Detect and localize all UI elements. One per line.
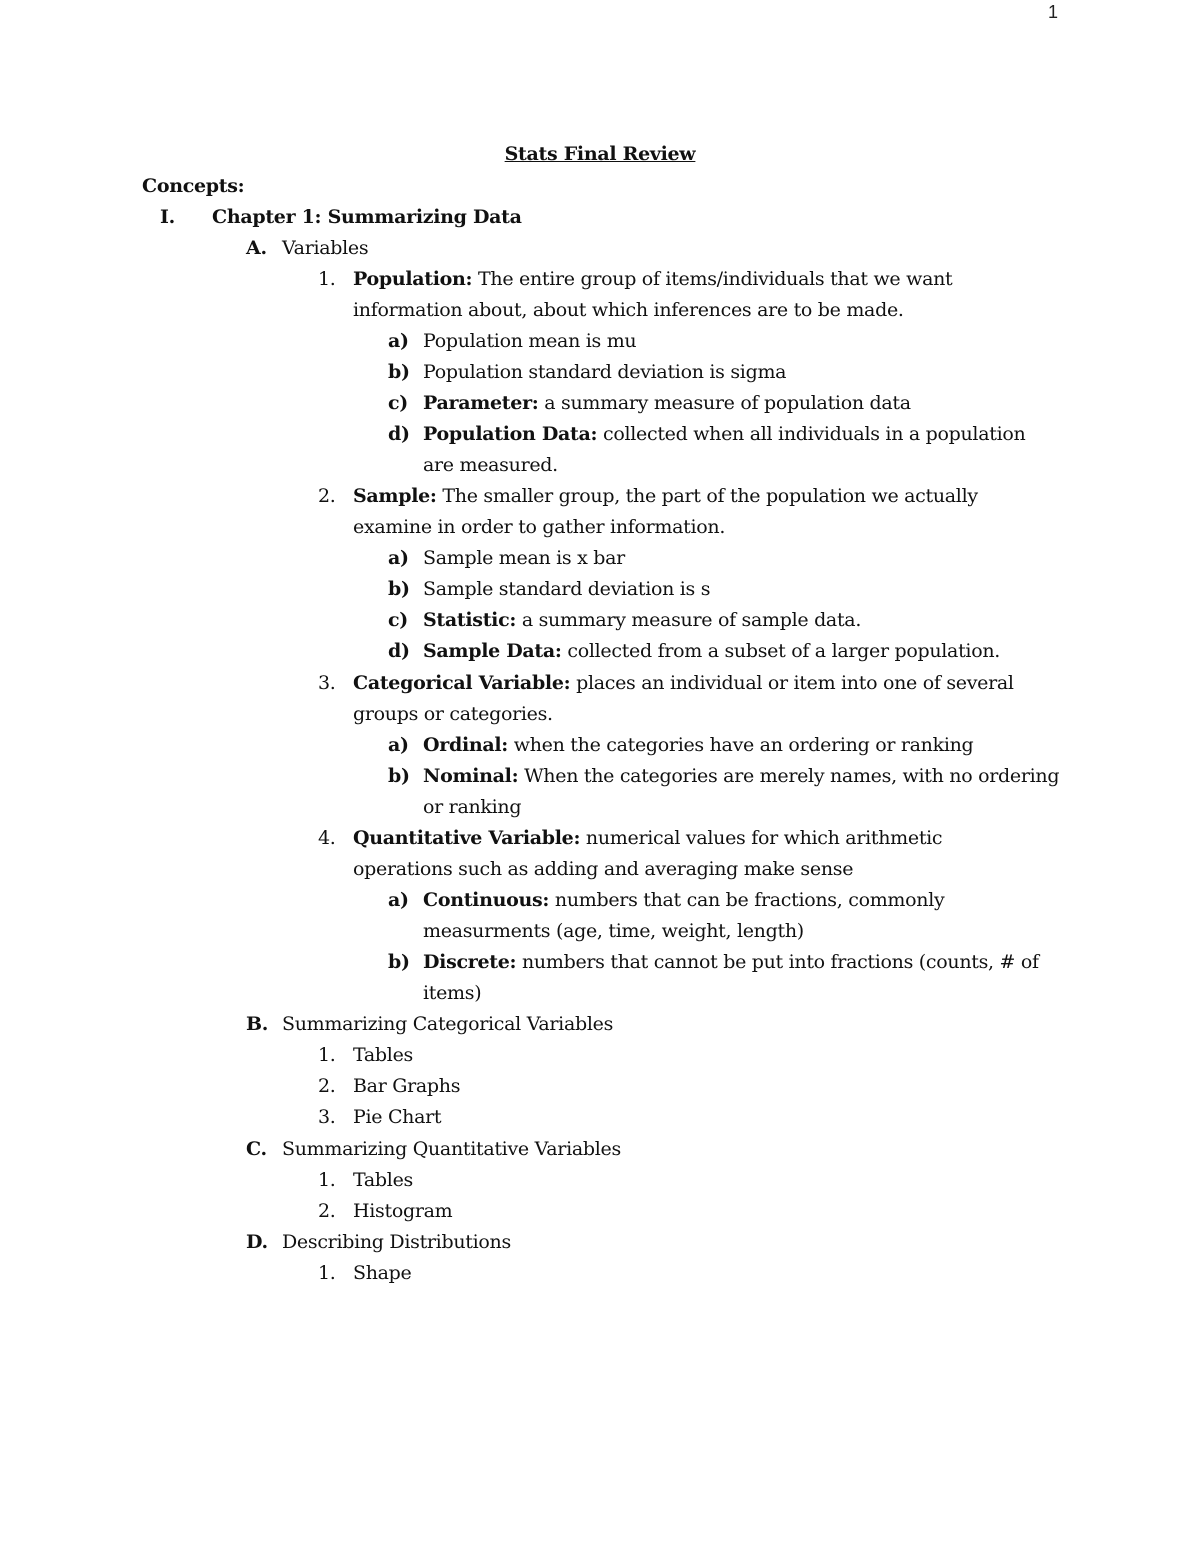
sample-mean: Sample mean is x bar bbox=[423, 547, 625, 569]
sample-data-definition: Sample Data: collected from a subset of a larger population. bbox=[423, 640, 1001, 662]
list-item-marker: 1. bbox=[318, 1044, 336, 1066]
list-item-marker: 1. bbox=[318, 1169, 336, 1191]
quantitative-item-cont: operations such as adding and averaging make sense bbox=[353, 858, 854, 880]
categorical-b-marker: b) bbox=[388, 765, 410, 787]
sample-sd: Sample standard deviation is s bbox=[423, 578, 711, 600]
categorical-a-marker: a) bbox=[388, 734, 409, 756]
statistic-definition: Statistic: a summary measure of sample data. bbox=[423, 609, 862, 631]
population-marker: 1. bbox=[318, 268, 336, 290]
section-b-heading: Summarizing Categorical Variables bbox=[282, 1013, 614, 1035]
section-d-marker: D. bbox=[246, 1231, 268, 1253]
population-item: Population: The entire group of items/individuals that we want bbox=[353, 268, 953, 290]
list-item: Tables bbox=[353, 1169, 413, 1191]
quantitative-item: Quantitative Variable: numerical values for which arithmetic bbox=[353, 827, 943, 849]
discrete-definition: Discrete: numbers that cannot be put into fractions (counts, # of bbox=[423, 951, 1039, 973]
quantitative-b-marker: b) bbox=[388, 951, 410, 973]
section-a-heading: Variables bbox=[282, 237, 369, 259]
chapter-heading: Chapter 1: Summarizing Data bbox=[212, 206, 522, 228]
population-a-marker: a) bbox=[388, 330, 409, 352]
population-sd: Population standard deviation is sigma bbox=[423, 361, 787, 383]
nominal-definition-cont: or ranking bbox=[423, 796, 522, 818]
parameter-definition: Parameter: a summary measure of population data bbox=[423, 392, 911, 414]
list-item-marker: 2. bbox=[318, 1200, 336, 1222]
discrete-definition-cont: items) bbox=[423, 982, 482, 1004]
list-item: Pie Chart bbox=[353, 1106, 442, 1128]
section-c-heading: Summarizing Quantitative Variables bbox=[282, 1138, 621, 1160]
section-a-marker: A. bbox=[246, 237, 267, 259]
list-item: Shape bbox=[353, 1262, 412, 1284]
continuous-definition-cont: measurments (age, time, weight, length) bbox=[423, 920, 804, 942]
concepts-heading: Concepts: bbox=[142, 175, 245, 197]
population-b-marker: b) bbox=[388, 361, 410, 383]
categorical-item-cont: groups or categories. bbox=[353, 703, 553, 725]
list-item: Histogram bbox=[353, 1200, 453, 1222]
list-item: Tables bbox=[353, 1044, 413, 1066]
chapter-marker: I. bbox=[160, 206, 175, 228]
sample-a-marker: a) bbox=[388, 547, 409, 569]
section-d-heading: Describing Distributions bbox=[282, 1231, 511, 1253]
sample-d-marker: d) bbox=[388, 640, 410, 662]
list-item-marker: 2. bbox=[318, 1075, 336, 1097]
sample-item: Sample: The smaller group, the part of the population we actually bbox=[353, 485, 978, 507]
sample-c-marker: c) bbox=[388, 609, 408, 631]
page-title: Stats Final Review bbox=[504, 143, 696, 165]
nominal-definition: Nominal: When the categories are merely names, with no ordering bbox=[423, 765, 1060, 787]
categorical-marker: 3. bbox=[318, 672, 336, 694]
population-d-marker: d) bbox=[388, 423, 410, 445]
population-c-marker: c) bbox=[388, 392, 408, 414]
section-c-marker: C. bbox=[246, 1138, 267, 1160]
sample-item-cont: examine in order to gather information. bbox=[353, 516, 726, 538]
ordinal-definition: Ordinal: when the categories have an ordering or ranking bbox=[423, 734, 974, 756]
list-item-marker: 1. bbox=[318, 1262, 336, 1284]
page-number: 1 bbox=[1047, 2, 1058, 22]
list-item: Bar Graphs bbox=[353, 1075, 461, 1097]
sample-marker: 2. bbox=[318, 485, 336, 507]
categorical-item: Categorical Variable: places an individual or item into one of several bbox=[353, 672, 1014, 694]
sample-b-marker: b) bbox=[388, 578, 410, 600]
population-data-definition: Population Data: collected when all individuals in a population bbox=[423, 423, 1026, 445]
population-item-cont: information about, about which inferences are to be made. bbox=[353, 299, 904, 321]
list-item-marker: 3. bbox=[318, 1106, 336, 1128]
continuous-definition: Continuous: numbers that can be fractions, commonly bbox=[423, 889, 945, 911]
population-mean: Population mean is mu bbox=[423, 330, 637, 352]
quantitative-a-marker: a) bbox=[388, 889, 409, 911]
section-b-marker: B. bbox=[246, 1013, 269, 1035]
quantitative-marker: 4. bbox=[318, 827, 336, 849]
population-data-definition-cont: are measured. bbox=[423, 454, 558, 476]
